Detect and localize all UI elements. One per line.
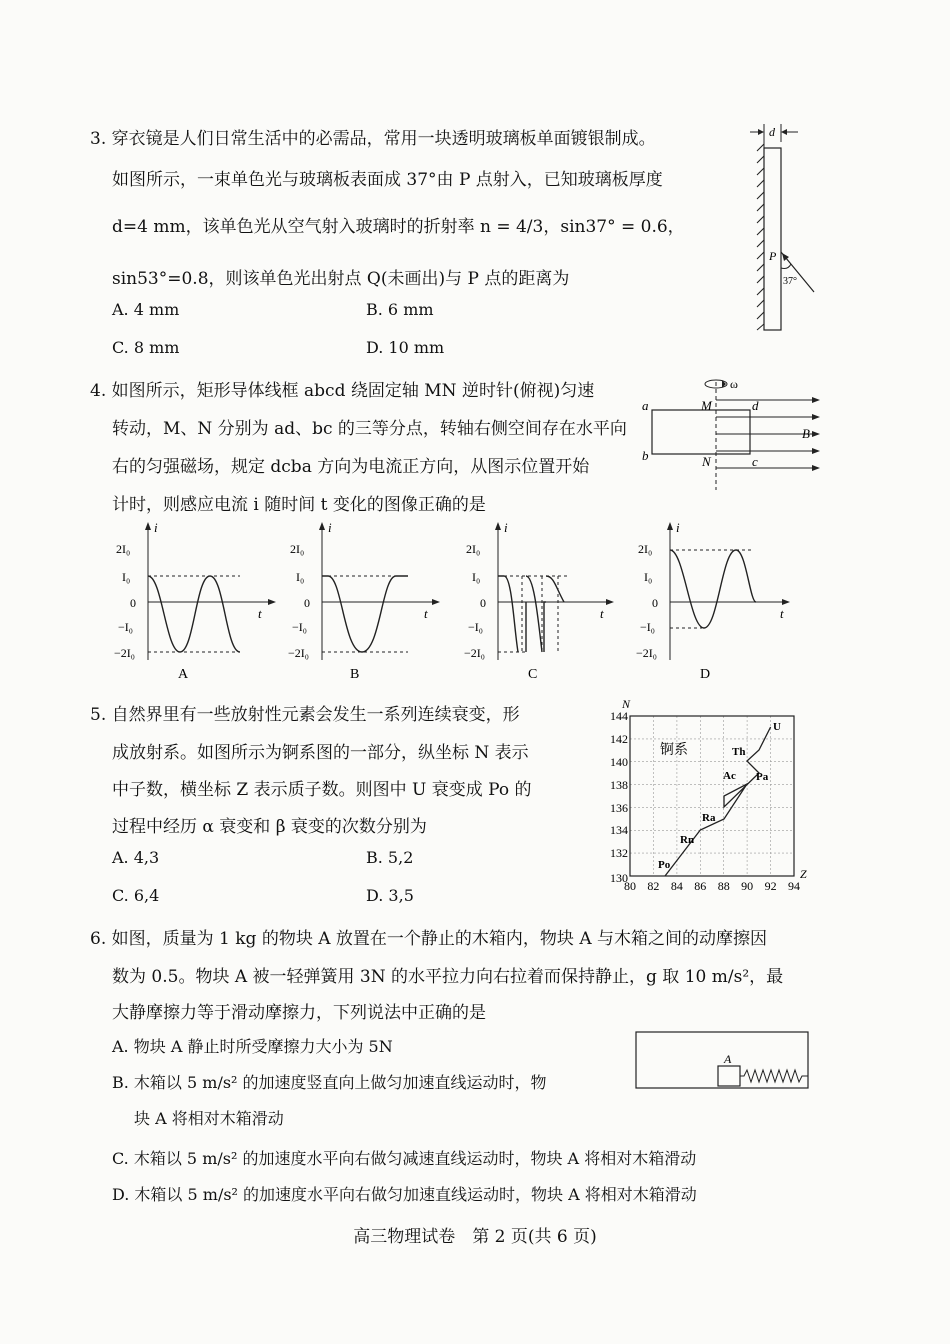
svg-text:−2I₀: −2I₀ [636, 646, 657, 660]
graph-c [464, 520, 614, 682]
svg-text:132: 132 [610, 846, 628, 860]
svg-text:2I₀: 2I₀ [116, 542, 131, 556]
q6-line-3: 大静摩擦力等于滑动摩擦力，下列说法中正确的是 [112, 1003, 486, 1023]
svg-text:2I₀: 2I₀ [638, 542, 653, 556]
q3-option-d: D. 10 mm [366, 338, 445, 357]
svg-text:142: 142 [610, 732, 628, 746]
q4-a-label: a [642, 398, 649, 413]
graph-b-caption: B [350, 667, 360, 682]
q5-option-c: C. 6,4 [112, 886, 160, 905]
svg-text:134: 134 [610, 823, 628, 837]
svg-text:Pa: Pa [756, 771, 769, 783]
q3-option-c: C. 8 mm [112, 338, 180, 357]
q4-b-label: b [642, 448, 649, 463]
page-footer: 高三物理试卷 第 2 页(共 6 页) [353, 1227, 597, 1247]
svg-text:0: 0 [480, 596, 486, 610]
q4-line-1: 4. 如图所示，矩形导体线框 abcd 绕固定轴 MN 逆时针(俯视)匀速 [90, 381, 595, 401]
q4-omega-label: ω [730, 377, 738, 391]
q3-option-a: A. 4 mm [112, 300, 180, 319]
q4-d-label: d [752, 398, 759, 413]
svg-text:140: 140 [610, 755, 628, 769]
svg-text:I₀: I₀ [122, 570, 131, 584]
q5-line-4: 过程中经历 α 衰变和 β 衰变的次数分别为 [112, 817, 427, 837]
chart-n-label: N [622, 697, 631, 711]
chart-title: 锕系 [660, 743, 688, 758]
q6-line-1: 6. 如图，质量为 1 kg 的物块 A 放置在一个静止的木箱内，物块 A 与木箱之间的动摩擦因 [90, 929, 768, 949]
q3-angle-label: 37° [783, 276, 797, 287]
q3-d-label: d [769, 125, 775, 139]
svg-text:2I₀: 2I₀ [290, 542, 305, 556]
svg-text:−I₀: −I₀ [468, 620, 483, 634]
svg-text:88: 88 [717, 879, 730, 893]
svg-text:t: t [600, 606, 604, 621]
q4-loop-figure [630, 376, 830, 496]
q4-m-label: M [701, 398, 712, 413]
svg-text:136: 136 [610, 801, 628, 815]
graph-a [114, 520, 276, 682]
chart-z-label: Z [800, 867, 807, 881]
svg-text:Ra: Ra [702, 812, 716, 824]
q4-line-2: 转动，M、N 分别为 ad、bc 的三等分点，转轴右侧空间存在水平向 [112, 419, 627, 439]
svg-text:−2I₀: −2I₀ [114, 646, 135, 660]
graph-d-caption: D [700, 667, 711, 682]
q6-option-b: B. 木箱以 5 m/s² 的加速度竖直向上做匀加速直线运动时，物 [112, 1073, 547, 1092]
svg-text:84: 84 [670, 879, 683, 893]
graph-b [288, 520, 440, 682]
svg-text:I₀: I₀ [644, 570, 653, 584]
svg-text:i: i [154, 520, 158, 535]
q5-actinium-chart [596, 696, 816, 896]
q3-line-4: sin53°=0.8，则该单色光出射点 Q(未画出)与 P 点的距离为 [112, 269, 570, 289]
q3-line-3: d=4 mm，该单色光从空气射入玻璃时的折射率 n = 4/3，sin37° = 0.6， [112, 217, 685, 237]
svg-text:0: 0 [304, 596, 310, 610]
svg-text:80: 80 [624, 879, 636, 893]
q3-mirror-figure [748, 120, 820, 340]
svg-text:92: 92 [764, 879, 777, 893]
q6-line-2: 数为 0.5。物块 A 被一轻弹簧用 3N 的水平拉力向右拉着而保持静止，g 取 10 m/s²，最 [112, 967, 784, 987]
svg-text:i: i [676, 520, 680, 535]
svg-text:Po: Po [658, 859, 671, 871]
svg-text:94: 94 [788, 879, 800, 893]
q4-line-3: 右的匀强磁场，规定 dcba 方向为电流正方向，从图示位置开始 [112, 457, 590, 477]
svg-text:144: 144 [610, 709, 628, 723]
svg-text:t: t [780, 606, 784, 621]
svg-text:90: 90 [741, 879, 754, 893]
svg-text:I₀: I₀ [472, 570, 481, 584]
q4-line-4: 计时，则感应电流 i 随时间 t 变化的图像正确的是 [112, 495, 486, 515]
q4-c-label: c [752, 454, 758, 469]
svg-text:−2I₀: −2I₀ [288, 646, 309, 660]
q4-b-field-label: B [802, 426, 810, 441]
svg-text:2I₀: 2I₀ [466, 542, 481, 556]
graph-c-caption: C [528, 667, 538, 682]
svg-text:86: 86 [694, 879, 707, 893]
svg-text:i: i [504, 520, 508, 535]
svg-text:t: t [424, 606, 428, 621]
svg-text:−2I₀: −2I₀ [464, 646, 485, 660]
svg-text:I₀: I₀ [296, 570, 305, 584]
svg-text:Th: Th [732, 746, 746, 758]
svg-text:−I₀: −I₀ [640, 620, 655, 634]
svg-text:−I₀: −I₀ [118, 620, 133, 634]
svg-text:U: U [773, 721, 781, 733]
svg-text:−I₀: −I₀ [292, 620, 307, 634]
q5-option-d: D. 3,5 [366, 886, 414, 905]
q6-option-c: C. 木箱以 5 m/s² 的加速度水平向右做匀减速直线运动时，物块 A 将相对木箱滑动 [112, 1149, 697, 1168]
q6-block-label: A [724, 1052, 732, 1066]
q3-option-b: B. 6 mm [366, 300, 434, 319]
graph-d [636, 520, 790, 682]
svg-text:130: 130 [610, 871, 628, 885]
svg-text:138: 138 [610, 778, 628, 792]
q6-option-b-cont: 块 A 将相对木箱滑动 [134, 1109, 284, 1128]
q5-option-a: A. 4,3 [112, 848, 160, 867]
svg-text:Rn: Rn [680, 834, 695, 846]
svg-text:0: 0 [652, 596, 658, 610]
svg-text:82: 82 [647, 879, 660, 893]
q6-option-a: A. 物块 A 静止时所受摩擦力大小为 5N [112, 1037, 393, 1056]
q5-option-b: B. 5,2 [366, 848, 414, 867]
q3-line-1: 3. 穿衣镜是人们日常生活中的必需品，常用一块透明玻璃板单面镀银制成。 [90, 129, 656, 149]
svg-text:0: 0 [130, 596, 136, 610]
q3-p-label: P [769, 249, 777, 263]
q4-n-label: N [702, 454, 711, 469]
svg-text:Ac: Ac [723, 770, 736, 782]
q6-option-d: D. 木箱以 5 m/s² 的加速度水平向右做匀加速直线运动时，物块 A 将相对木箱滑动 [112, 1185, 697, 1204]
graph-a-caption: A [178, 667, 189, 682]
q3-line-2: 如图所示，一束单色光与玻璃板表面成 37°由 P 点射入，已知玻璃板厚度 [112, 170, 663, 190]
svg-text:t: t [258, 606, 262, 621]
q6-box-figure [634, 1030, 814, 1090]
q5-line-2: 成放射系。如图所示为锕系图的一部分，纵坐标 N 表示 [112, 743, 529, 763]
q5-line-1: 5. 自然界里有一些放射性元素会发生一系列连续衰变，形 [90, 705, 520, 725]
q4-graphs [110, 518, 810, 688]
q5-line-3: 中子数，横坐标 Z 表示质子数。则图中 U 衰变成 Po 的 [112, 780, 532, 800]
svg-text:i: i [328, 520, 332, 535]
